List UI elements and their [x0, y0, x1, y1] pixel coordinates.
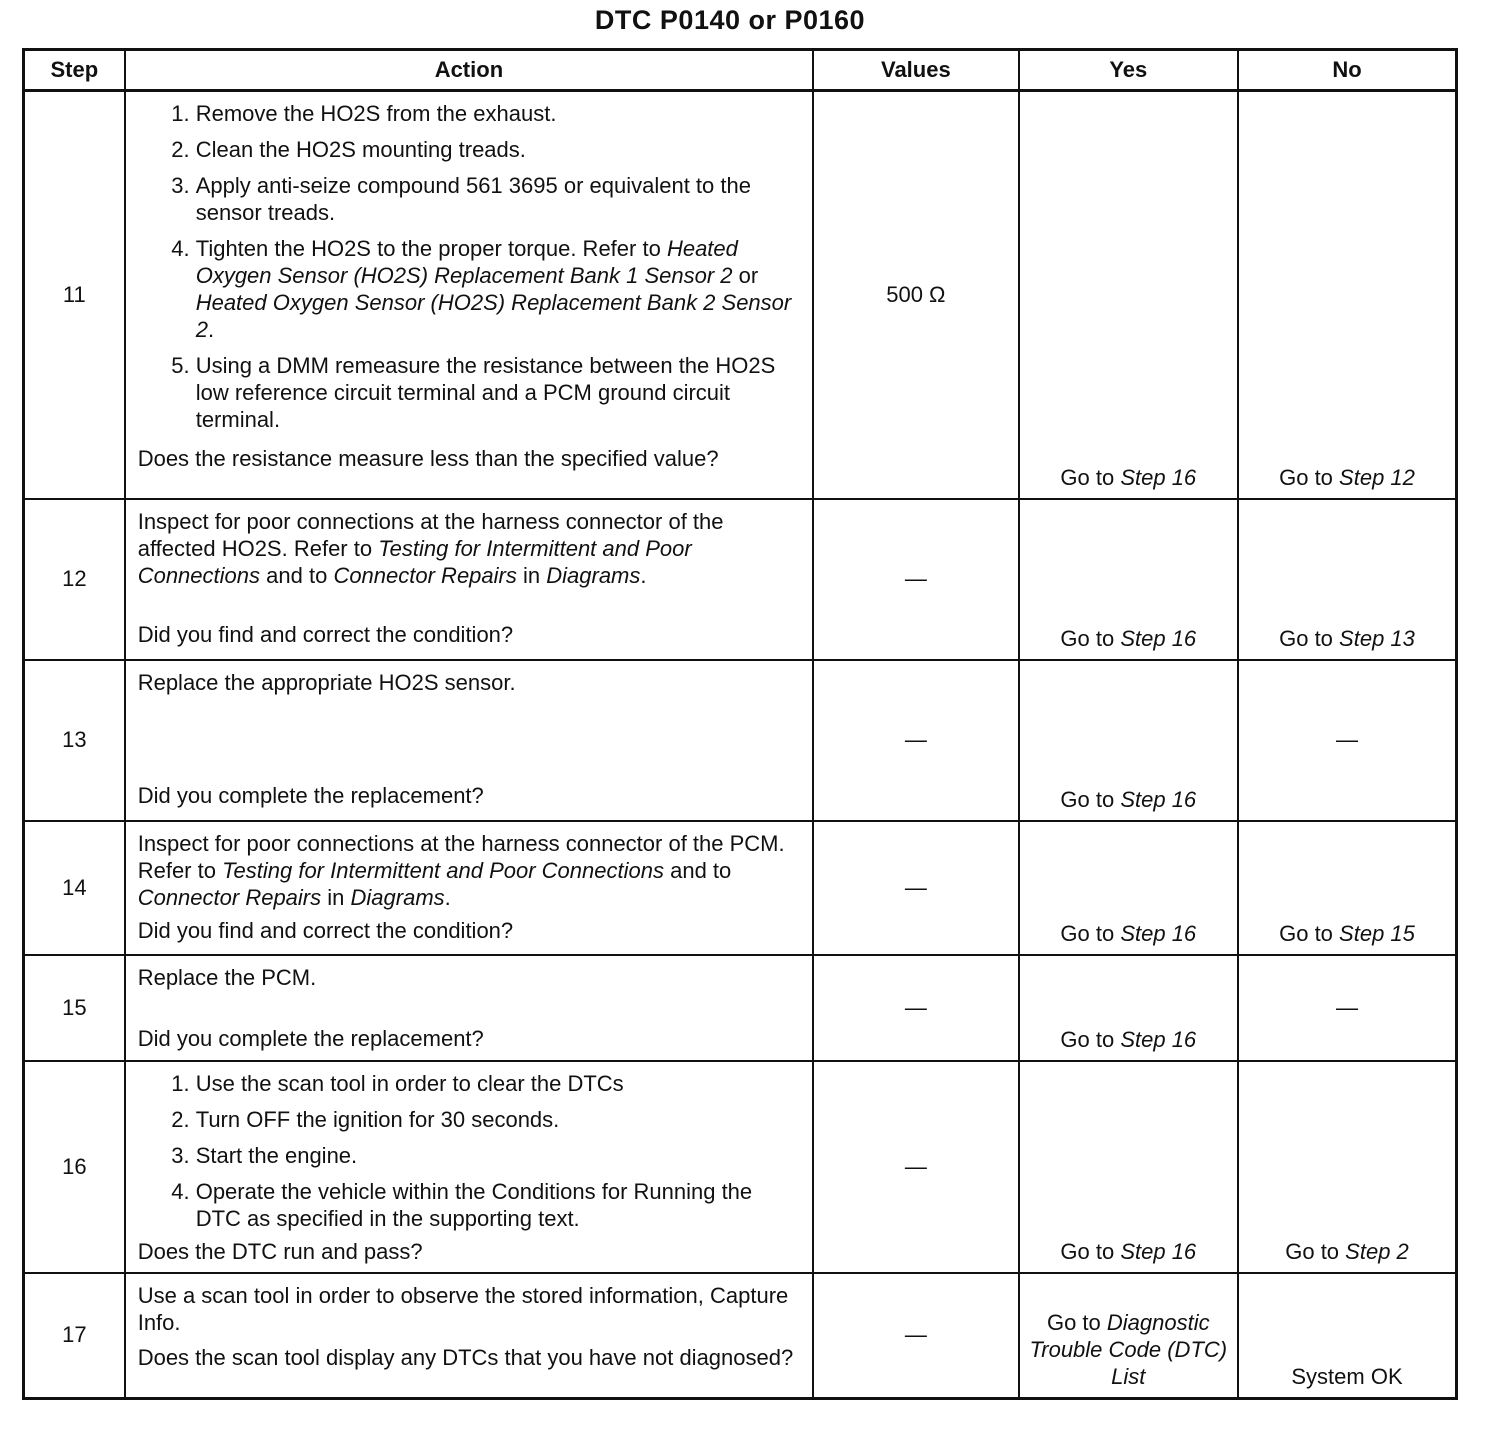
table-row-step-17 — [24, 1273, 1457, 1399]
yes-cell — [1019, 955, 1238, 1061]
action-text: Replace the appropriate HO2S sensor. — [137, 669, 516, 695]
goto-label: Go to — [1279, 464, 1333, 490]
header-row — [24, 50, 1457, 91]
step-number: 15 — [24, 955, 125, 1061]
step-link[interactable]: Step 16 — [1120, 786, 1197, 812]
yes-cell — [1019, 1273, 1238, 1399]
no-cell — [1238, 821, 1456, 955]
question: Did you find and correct the condition? — [137, 621, 514, 647]
table-row-step-15 — [24, 955, 1457, 1061]
doc-reference: Diagrams — [546, 562, 641, 588]
header-values: Values — [813, 50, 1018, 91]
header-yes: Yes — [1019, 50, 1238, 91]
header-no: No — [1238, 50, 1456, 91]
step-link[interactable]: Step 16 — [1120, 464, 1197, 490]
question: Did you complete the replacement? — [137, 782, 484, 808]
yes-cell — [1019, 91, 1238, 499]
doc-reference: Connector Repairs — [333, 562, 517, 588]
yes-cell — [1019, 821, 1238, 955]
goto-label: Go to — [1046, 1310, 1101, 1335]
list-item: 5. Using a DMM remeasure the resistance between the HO2S low reference circuit terminal and a PCM ground circuit terminal. — [196, 352, 798, 433]
step-link[interactable]: Step 16 — [1120, 1238, 1197, 1264]
action-text: Replace the PCM. — [137, 964, 317, 990]
step-link[interactable]: Step 16 — [1120, 625, 1197, 651]
step-link[interactable]: Step 16 — [1120, 1026, 1197, 1052]
goto-label: Go to — [1060, 786, 1115, 812]
step-number: 13 — [24, 660, 125, 821]
goto-label: Go to — [1060, 625, 1115, 651]
action-text: Inspect for poor connections at the harness connector of the PCM. Refer to Testing for Intermittent and Poor Connections and to Connector Repairs in Diagrams. — [137, 830, 785, 910]
goto-label: Go to — [1060, 464, 1115, 490]
list-item-text: or — [738, 263, 759, 288]
question: Does the scan tool display any DTCs that you have not diagnosed? — [137, 1344, 794, 1370]
list-item: 2. Clean the HO2S mounting treads. — [196, 136, 798, 163]
step-link[interactable]: Step 16 — [1120, 920, 1197, 946]
list-item: 2. Turn OFF the ignition for 30 seconds. — [196, 1106, 798, 1133]
action-text: Inspect for poor connections at the harness connector of the affected HO2S. Refer to Testing for Intermittent and Poor Connections and to Connector Repairs in Diagrams. — [137, 508, 724, 588]
action-cell — [125, 660, 813, 821]
value-cell: 500 Ω — [813, 91, 1018, 499]
doc-reference: Connector Repairs — [137, 884, 322, 910]
list-item — [196, 235, 798, 343]
action-cell — [125, 499, 813, 660]
doc-reference: Testing for Intermittent and Poor Connections — [222, 857, 664, 883]
goto-label: Go to — [1060, 1026, 1115, 1052]
value-cell: — — [813, 955, 1018, 1061]
table-row-step-16 — [24, 1061, 1457, 1273]
doc-reference: Diagrams — [350, 884, 445, 910]
goto-label: Go to — [1060, 920, 1115, 946]
list-item: 1. Use the scan tool in order to clear the DTCs — [196, 1070, 798, 1097]
table-row-step-13 — [24, 660, 1457, 821]
action-cell — [125, 955, 813, 1061]
list-item: 3. Apply anti-seize compound 561 3695 or equivalent to the sensor treads. — [196, 172, 798, 226]
action-cell — [125, 1273, 813, 1399]
goto-label: Go to — [1279, 920, 1333, 946]
question: Does the DTC run and pass? — [137, 1238, 423, 1264]
doc-reference: Heated Oxygen Sensor (HO2S) Replacement Bank 1 Sensor 2 — [195, 236, 738, 288]
action-cell — [125, 91, 813, 499]
yes-cell — [1019, 1061, 1238, 1273]
dtc-table — [22, 48, 1458, 1400]
list-item-text: . — [207, 317, 215, 342]
step-link[interactable]: Step 12 — [1339, 464, 1415, 490]
step-link[interactable]: Step 15 — [1339, 920, 1415, 946]
action-list — [138, 100, 798, 433]
step-link[interactable]: Step 2 — [1345, 1238, 1409, 1264]
no-cell — [1238, 1061, 1456, 1273]
question: Did you find and correct the condition? — [137, 917, 514, 943]
value-cell: — — [813, 660, 1018, 821]
no-cell — [1238, 499, 1456, 660]
value-cell: — — [813, 821, 1018, 955]
action-cell — [125, 1061, 813, 1273]
value-cell: — — [813, 499, 1018, 660]
header-step: Step — [24, 50, 125, 91]
question: Does the resistance measure less than the specified value? — [137, 446, 719, 471]
step-number: 11 — [24, 91, 125, 499]
step-number: 17 — [24, 1273, 125, 1399]
goto-label: Go to — [1279, 625, 1333, 651]
action-cell — [125, 821, 813, 955]
yes-cell — [1019, 499, 1238, 660]
step-number: 14 — [24, 821, 125, 955]
table-row-step-14 — [24, 821, 1457, 955]
doc-reference: Heated Oxygen Sensor (HO2S) Replacement Bank 2 Sensor 2 — [195, 290, 792, 342]
goto-label: Go to — [1060, 1238, 1115, 1264]
list-item-text: Tighten the HO2S to the proper torque. Refer to — [195, 236, 661, 261]
header-action: Action — [125, 50, 813, 91]
list-item: 4. Operate the vehicle within the Conditions for Running the DTC as specified in the supporting text. — [196, 1178, 798, 1232]
list-item: 3. Start the engine. — [196, 1142, 798, 1169]
no-cell: System OK — [1238, 1273, 1456, 1399]
no-cell: — — [1238, 955, 1456, 1061]
goto-label: Go to — [1285, 1238, 1340, 1264]
no-cell — [1238, 91, 1456, 499]
step-link[interactable]: Step 13 — [1339, 625, 1415, 651]
question: Did you complete the replacement? — [137, 1025, 484, 1051]
action-text: Use a scan tool in order to observe the stored information, Capture Info. — [137, 1282, 789, 1335]
action-list — [138, 1070, 798, 1232]
step-number: 16 — [24, 1061, 125, 1273]
value-cell: — — [813, 1061, 1018, 1273]
table-row-step-11 — [24, 91, 1457, 499]
list-item: 1. Remove the HO2S from the exhaust. — [196, 100, 798, 127]
no-cell: — — [1238, 660, 1456, 821]
yes-cell — [1019, 660, 1238, 821]
dtc-list-link[interactable]: Diagnostic Trouble Code (DTC) List — [1029, 1310, 1228, 1389]
step-number: 12 — [24, 499, 125, 660]
page-title: DTC P0140 or P0160 — [594, 5, 866, 35]
table-row-step-12 — [24, 499, 1457, 660]
doc-reference: Testing for Intermittent and Poor Connections — [137, 535, 692, 588]
value-cell: — — [813, 1273, 1018, 1399]
